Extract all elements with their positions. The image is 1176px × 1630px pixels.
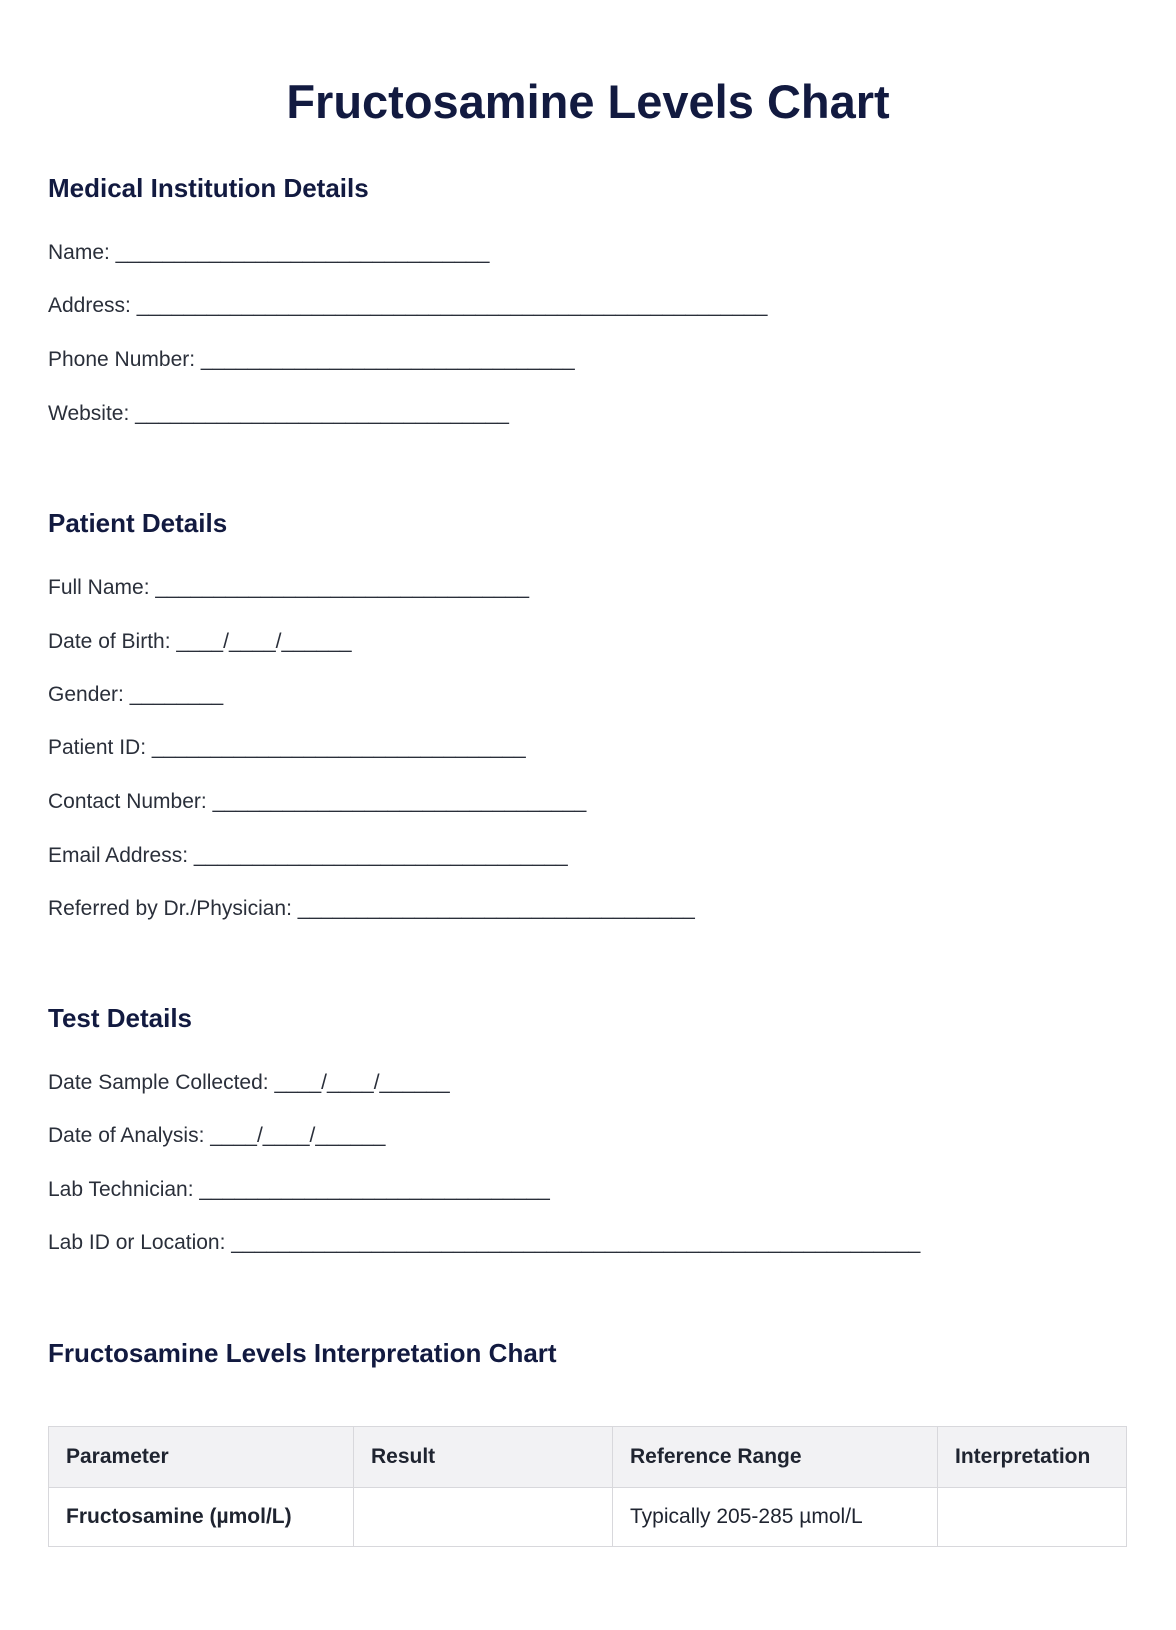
test-date-collected-field[interactable]: Date Sample Collected: ____/____/______ xyxy=(48,1071,450,1094)
institution-phone-field[interactable]: Phone Number: ________________________________ xyxy=(48,348,575,371)
column-header-parameter: Parameter xyxy=(49,1427,354,1488)
interpretation-table xyxy=(48,1426,1127,1547)
parameter-cell: Fructosamine (µmol/L) xyxy=(49,1488,354,1547)
patient-heading: Patient Details xyxy=(48,508,228,538)
test-lab-id-field[interactable]: Lab ID or Location: ___________________________________________________________ xyxy=(48,1231,921,1254)
page-title: Fructosamine Levels Chart xyxy=(286,75,890,128)
patient-dob-field[interactable]: Date of Birth: ____/____/______ xyxy=(48,630,352,653)
test-date-analysis-field[interactable]: Date of Analysis: ____/____/______ xyxy=(48,1124,386,1147)
chart-heading: Fructosamine Levels Interpretation Chart xyxy=(48,1338,557,1368)
patient-email-field[interactable]: Email Address: ________________________________ xyxy=(48,844,568,867)
reference-range-cell: Typically 205-285 µmol/L xyxy=(613,1488,938,1547)
interpretation-cell[interactable] xyxy=(938,1488,1127,1547)
column-header-result: Result xyxy=(354,1427,613,1488)
test-lab-technician-field[interactable]: Lab Technician: ______________________________ xyxy=(48,1178,550,1201)
table-row xyxy=(49,1488,1127,1547)
patient-contact-field[interactable]: Contact Number: ________________________________ xyxy=(48,790,587,813)
institution-name-field[interactable]: Name: ________________________________ xyxy=(48,241,490,264)
institution-heading: Medical Institution Details xyxy=(48,173,369,203)
institution-website-field[interactable]: Website: ________________________________ xyxy=(48,402,509,425)
column-header-reference-range: Reference Range xyxy=(613,1427,938,1488)
patient-id-field[interactable]: Patient ID: ________________________________ xyxy=(48,736,526,759)
test-heading: Test Details xyxy=(48,1003,193,1033)
table-header-row xyxy=(49,1427,1127,1488)
result-cell[interactable] xyxy=(354,1488,613,1547)
institution-address-field[interactable]: Address: ______________________________________________________ xyxy=(48,294,768,317)
patient-referred-by-field[interactable]: Referred by Dr./Physician: __________________________________ xyxy=(48,897,695,920)
patient-full-name-field[interactable]: Full Name: ________________________________ xyxy=(48,576,530,599)
column-header-interpretation: Interpretation xyxy=(938,1427,1127,1488)
patient-gender-field[interactable]: Gender: ________ xyxy=(48,683,224,706)
